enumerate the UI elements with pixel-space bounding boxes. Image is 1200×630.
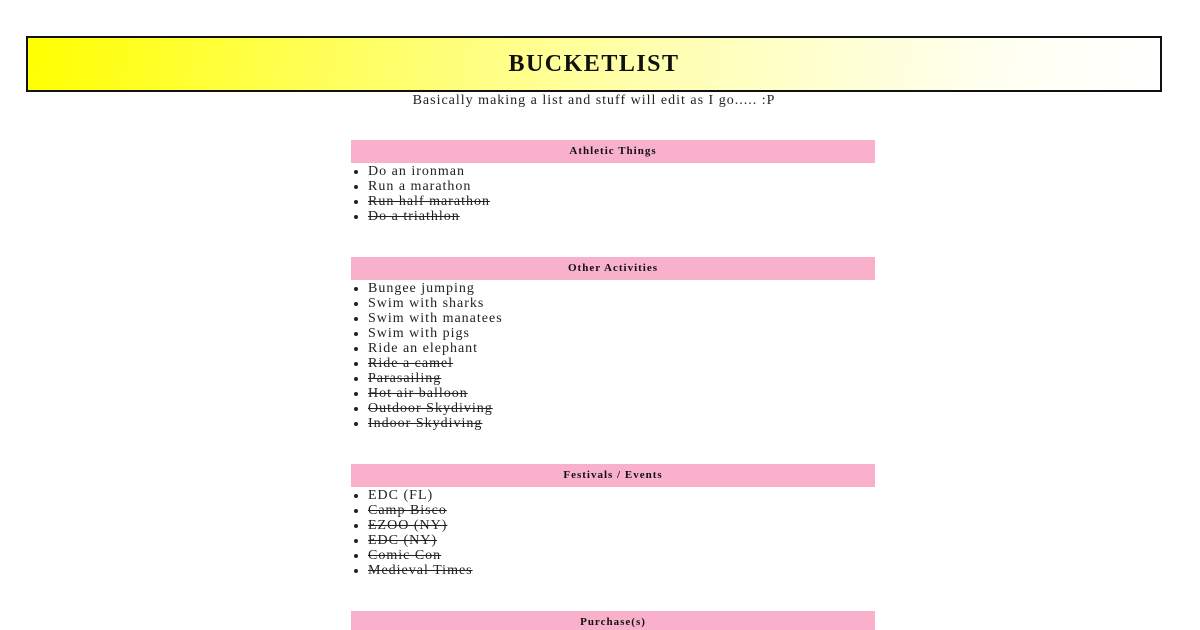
list-item-completed xyxy=(368,563,875,578)
list-item xyxy=(368,341,875,356)
list-item-text: Medieval Times xyxy=(368,563,473,578)
section-header: Festivals / Events xyxy=(351,464,875,487)
list-item-completed xyxy=(368,194,875,209)
list-item-text: Comic Con xyxy=(368,548,442,563)
section-other-activities xyxy=(351,257,875,431)
title-banner xyxy=(26,36,1162,92)
list-item-text: Bungee jumping xyxy=(368,281,475,296)
list-item xyxy=(368,296,875,311)
list-item-text: Indoor Skydiving xyxy=(368,416,483,431)
list-item-completed xyxy=(368,548,875,563)
list-item xyxy=(368,281,875,296)
list-item-text: Run a marathon xyxy=(368,179,472,194)
section-header: Purchase(s) xyxy=(351,611,875,630)
list-item-completed xyxy=(368,503,875,518)
list-item-text: Run half marathon xyxy=(368,194,490,209)
list-item-text: EDC (FL) xyxy=(368,488,434,503)
section-festivals-events xyxy=(351,464,875,578)
bucket-list xyxy=(351,164,875,224)
list-item-completed xyxy=(368,518,875,533)
bucket-list xyxy=(351,488,875,578)
bucket-list xyxy=(351,281,875,431)
list-item-text: Swim with manatees xyxy=(368,311,503,326)
list-item xyxy=(368,164,875,179)
list-item-completed xyxy=(368,533,875,548)
page-subtitle: Basically making a list and stuff will edit as I go..... :P xyxy=(412,93,776,108)
list-item-text: Camp Bisco xyxy=(368,503,447,518)
list-item-text: Ride a camel xyxy=(368,356,454,371)
list-item-text: Ride an elephant xyxy=(368,341,479,356)
list-item-text: Swim with pigs xyxy=(368,326,470,341)
list-item xyxy=(368,326,875,341)
list-item-text: Outdoor Skydiving xyxy=(368,401,493,416)
list-item-text: EDC (NY) xyxy=(368,533,438,548)
list-item-text: Hot air balloon xyxy=(368,386,468,401)
list-item-completed xyxy=(368,371,875,386)
list-item-completed xyxy=(368,386,875,401)
list-item-completed xyxy=(368,401,875,416)
list-item xyxy=(368,179,875,194)
page-title: BUCKETLIST xyxy=(508,50,680,77)
list-item xyxy=(368,311,875,326)
list-item-text: Parasailing xyxy=(368,371,442,386)
list-item-text: Swim with sharks xyxy=(368,296,485,311)
list-item-text: EZOO (NY) xyxy=(368,518,448,533)
list-item xyxy=(368,488,875,503)
section-purchases xyxy=(351,611,875,630)
section-header: Athletic Things xyxy=(351,140,875,163)
section-header: Other Activities xyxy=(351,257,875,280)
list-item-text: Do an ironman xyxy=(368,164,465,179)
list-item-completed xyxy=(368,416,875,431)
list-item-completed xyxy=(368,209,875,224)
list-item-text: Do a triathlon xyxy=(368,209,460,224)
list-item-completed xyxy=(368,356,875,371)
section-athletic-things xyxy=(351,140,875,224)
